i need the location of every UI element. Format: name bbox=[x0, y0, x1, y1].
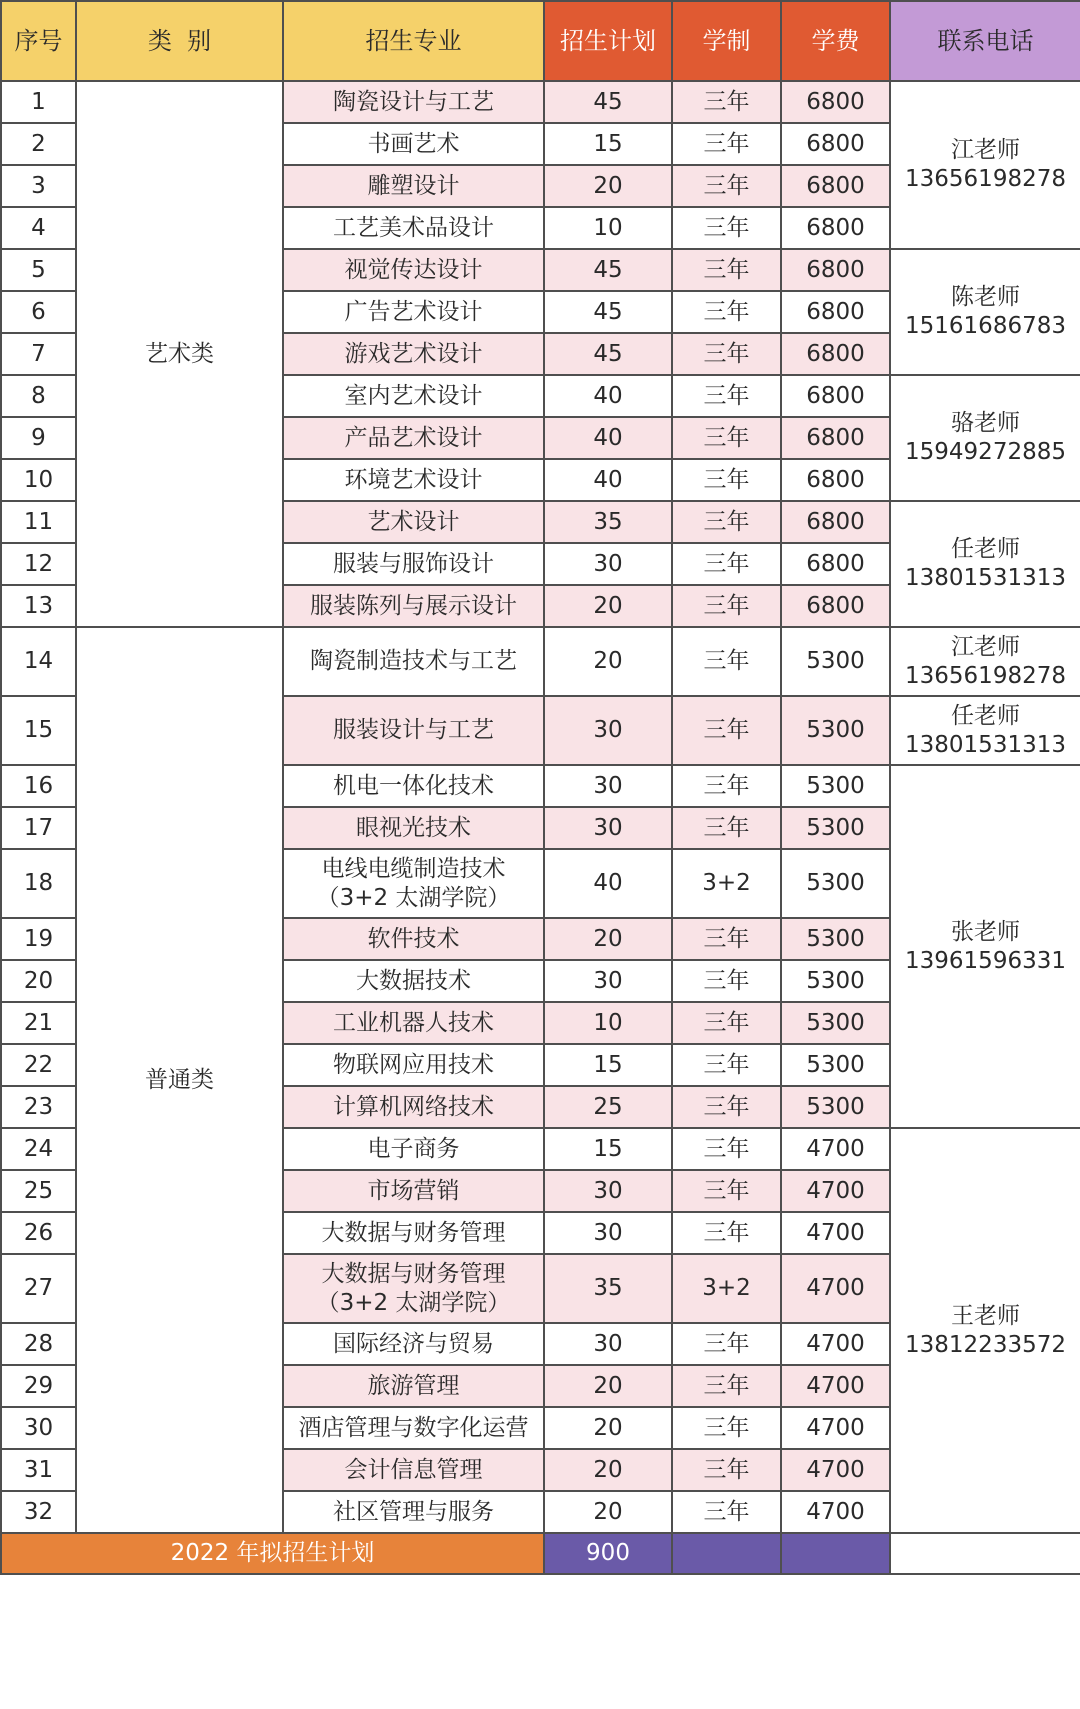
row-index: 26 bbox=[1, 1212, 76, 1254]
row-index: 17 bbox=[1, 807, 76, 849]
study-duration: 三年 bbox=[672, 543, 781, 585]
study-duration: 三年 bbox=[672, 1086, 781, 1128]
study-duration: 三年 bbox=[672, 333, 781, 375]
tuition-fee: 6800 bbox=[781, 375, 890, 417]
tuition-fee: 6800 bbox=[781, 207, 890, 249]
major-name: 电线电缆制造技术 （3+2 太湖学院） bbox=[283, 849, 544, 918]
study-duration: 三年 bbox=[672, 123, 781, 165]
study-duration: 三年 bbox=[672, 585, 781, 627]
major-name: 工业机器人技术 bbox=[283, 1002, 544, 1044]
study-duration: 三年 bbox=[672, 1323, 781, 1365]
row-index: 13 bbox=[1, 585, 76, 627]
row-index: 9 bbox=[1, 417, 76, 459]
contact-cell: 陈老师 15161686783 bbox=[890, 249, 1080, 375]
enroll-plan: 20 bbox=[544, 1491, 672, 1533]
major-name: 社区管理与服务 bbox=[283, 1491, 544, 1533]
study-duration: 三年 bbox=[672, 1170, 781, 1212]
study-duration: 三年 bbox=[672, 627, 781, 696]
enroll-plan: 40 bbox=[544, 459, 672, 501]
study-duration: 三年 bbox=[672, 1365, 781, 1407]
major-name: 软件技术 bbox=[283, 918, 544, 960]
row-index: 15 bbox=[1, 696, 76, 765]
major-name: 服装设计与工艺 bbox=[283, 696, 544, 765]
study-duration: 三年 bbox=[672, 459, 781, 501]
header-index: 序号 bbox=[1, 1, 76, 81]
contact-cell: 任老师 13801531313 bbox=[890, 501, 1080, 627]
row-index: 6 bbox=[1, 291, 76, 333]
enroll-plan: 45 bbox=[544, 291, 672, 333]
enroll-plan: 20 bbox=[544, 1365, 672, 1407]
major-name: 大数据与财务管理 bbox=[283, 1212, 544, 1254]
enroll-plan: 15 bbox=[544, 123, 672, 165]
row-index: 30 bbox=[1, 1407, 76, 1449]
row-index: 7 bbox=[1, 333, 76, 375]
tuition-fee: 4700 bbox=[781, 1407, 890, 1449]
row-index: 27 bbox=[1, 1254, 76, 1323]
header-category: 类 别 bbox=[76, 1, 283, 81]
major-name: 服装陈列与展示设计 bbox=[283, 585, 544, 627]
major-name: 室内艺术设计 bbox=[283, 375, 544, 417]
enroll-plan: 30 bbox=[544, 1323, 672, 1365]
enroll-plan: 40 bbox=[544, 849, 672, 918]
table-row bbox=[1, 81, 1080, 123]
enroll-plan: 35 bbox=[544, 501, 672, 543]
tuition-fee: 5300 bbox=[781, 1086, 890, 1128]
study-duration: 三年 bbox=[672, 1449, 781, 1491]
row-index: 1 bbox=[1, 81, 76, 123]
enroll-plan: 40 bbox=[544, 375, 672, 417]
row-index: 21 bbox=[1, 1002, 76, 1044]
major-name: 书画艺术 bbox=[283, 123, 544, 165]
enroll-plan: 15 bbox=[544, 1044, 672, 1086]
major-name: 陶瓷设计与工艺 bbox=[283, 81, 544, 123]
enroll-plan: 30 bbox=[544, 1170, 672, 1212]
tuition-fee: 5300 bbox=[781, 918, 890, 960]
major-name: 服装与服饰设计 bbox=[283, 543, 544, 585]
enroll-plan: 45 bbox=[544, 249, 672, 291]
tuition-fee: 6800 bbox=[781, 585, 890, 627]
header-major: 招生专业 bbox=[283, 1, 544, 81]
tuition-fee: 6800 bbox=[781, 123, 890, 165]
major-name: 市场营销 bbox=[283, 1170, 544, 1212]
row-index: 8 bbox=[1, 375, 76, 417]
footer-blank-contact bbox=[890, 1533, 1080, 1574]
study-duration: 三年 bbox=[672, 807, 781, 849]
contact-cell: 江老师 13656198278 bbox=[890, 81, 1080, 249]
major-name: 机电一体化技术 bbox=[283, 765, 544, 807]
enroll-plan: 20 bbox=[544, 627, 672, 696]
study-duration: 三年 bbox=[672, 1128, 781, 1170]
major-name: 电子商务 bbox=[283, 1128, 544, 1170]
study-duration: 三年 bbox=[672, 1491, 781, 1533]
major-name: 国际经济与贸易 bbox=[283, 1323, 544, 1365]
tuition-fee: 6800 bbox=[781, 291, 890, 333]
enroll-plan: 45 bbox=[544, 333, 672, 375]
row-index: 23 bbox=[1, 1086, 76, 1128]
contact-cell: 江老师 13656198278 bbox=[890, 627, 1080, 696]
tuition-fee: 5300 bbox=[781, 696, 890, 765]
tuition-fee: 6800 bbox=[781, 543, 890, 585]
study-duration: 三年 bbox=[672, 918, 781, 960]
study-duration: 三年 bbox=[672, 960, 781, 1002]
row-index: 32 bbox=[1, 1491, 76, 1533]
header-row bbox=[1, 1, 1080, 81]
tuition-fee: 4700 bbox=[781, 1365, 890, 1407]
enroll-plan: 15 bbox=[544, 1128, 672, 1170]
tuition-fee: 5300 bbox=[781, 960, 890, 1002]
tuition-fee: 5300 bbox=[781, 627, 890, 696]
contact-cell: 王老师 13812233572 bbox=[890, 1128, 1080, 1533]
tuition-fee: 6800 bbox=[781, 417, 890, 459]
header-contact: 联系电话 bbox=[890, 1, 1080, 81]
study-duration: 3+2 bbox=[672, 1254, 781, 1323]
category-cell: 艺术类 bbox=[76, 81, 283, 627]
enroll-plan: 20 bbox=[544, 918, 672, 960]
enroll-plan: 45 bbox=[544, 81, 672, 123]
major-name: 广告艺术设计 bbox=[283, 291, 544, 333]
tuition-fee: 5300 bbox=[781, 849, 890, 918]
study-duration: 三年 bbox=[672, 207, 781, 249]
major-name: 雕塑设计 bbox=[283, 165, 544, 207]
study-duration: 三年 bbox=[672, 1212, 781, 1254]
enroll-plan: 35 bbox=[544, 1254, 672, 1323]
row-index: 10 bbox=[1, 459, 76, 501]
tuition-fee: 6800 bbox=[781, 459, 890, 501]
study-duration: 三年 bbox=[672, 501, 781, 543]
study-duration: 三年 bbox=[672, 765, 781, 807]
tuition-fee: 6800 bbox=[781, 501, 890, 543]
table-row bbox=[1, 627, 1080, 696]
footer-label: 2022 年拟招生计划 bbox=[1, 1533, 544, 1574]
tuition-fee: 4700 bbox=[781, 1449, 890, 1491]
row-index: 25 bbox=[1, 1170, 76, 1212]
major-name: 会计信息管理 bbox=[283, 1449, 544, 1491]
enroll-plan: 20 bbox=[544, 165, 672, 207]
tuition-fee: 4700 bbox=[781, 1491, 890, 1533]
major-name: 酒店管理与数字化运营 bbox=[283, 1407, 544, 1449]
contact-cell: 任老师 13801531313 bbox=[890, 696, 1080, 765]
tuition-fee: 4700 bbox=[781, 1170, 890, 1212]
tuition-fee: 4700 bbox=[781, 1254, 890, 1323]
row-index: 22 bbox=[1, 1044, 76, 1086]
row-index: 31 bbox=[1, 1449, 76, 1491]
enroll-plan: 10 bbox=[544, 207, 672, 249]
tuition-fee: 5300 bbox=[781, 807, 890, 849]
study-duration: 三年 bbox=[672, 1407, 781, 1449]
contact-cell: 骆老师 15949272885 bbox=[890, 375, 1080, 501]
header-plan: 招生计划 bbox=[544, 1, 672, 81]
enroll-plan: 20 bbox=[544, 1449, 672, 1491]
study-duration: 三年 bbox=[672, 291, 781, 333]
major-name: 艺术设计 bbox=[283, 501, 544, 543]
study-duration: 三年 bbox=[672, 81, 781, 123]
enroll-plan: 30 bbox=[544, 765, 672, 807]
major-name: 物联网应用技术 bbox=[283, 1044, 544, 1086]
row-index: 11 bbox=[1, 501, 76, 543]
row-index: 29 bbox=[1, 1365, 76, 1407]
enroll-plan: 30 bbox=[544, 960, 672, 1002]
enroll-plan: 20 bbox=[544, 585, 672, 627]
row-index: 28 bbox=[1, 1323, 76, 1365]
row-index: 2 bbox=[1, 123, 76, 165]
major-name: 视觉传达设计 bbox=[283, 249, 544, 291]
row-index: 24 bbox=[1, 1128, 76, 1170]
tuition-fee: 6800 bbox=[781, 81, 890, 123]
major-name: 环境艺术设计 bbox=[283, 459, 544, 501]
tuition-fee: 4700 bbox=[781, 1128, 890, 1170]
header-duration: 学制 bbox=[672, 1, 781, 81]
footer-total: 900 bbox=[544, 1533, 672, 1574]
study-duration: 3+2 bbox=[672, 849, 781, 918]
major-name: 眼视光技术 bbox=[283, 807, 544, 849]
major-name: 陶瓷制造技术与工艺 bbox=[283, 627, 544, 696]
tuition-fee: 6800 bbox=[781, 165, 890, 207]
tuition-fee: 4700 bbox=[781, 1323, 890, 1365]
major-name: 计算机网络技术 bbox=[283, 1086, 544, 1128]
study-duration: 三年 bbox=[672, 1002, 781, 1044]
enroll-plan: 30 bbox=[544, 543, 672, 585]
enroll-plan: 30 bbox=[544, 807, 672, 849]
row-index: 19 bbox=[1, 918, 76, 960]
enroll-plan: 30 bbox=[544, 696, 672, 765]
study-duration: 三年 bbox=[672, 417, 781, 459]
tuition-fee: 6800 bbox=[781, 333, 890, 375]
row-index: 12 bbox=[1, 543, 76, 585]
study-duration: 三年 bbox=[672, 375, 781, 417]
major-name: 大数据技术 bbox=[283, 960, 544, 1002]
enroll-plan: 30 bbox=[544, 1212, 672, 1254]
enroll-plan: 10 bbox=[544, 1002, 672, 1044]
study-duration: 三年 bbox=[672, 696, 781, 765]
major-name: 工艺美术品设计 bbox=[283, 207, 544, 249]
tuition-fee: 5300 bbox=[781, 1044, 890, 1086]
header-fee: 学费 bbox=[781, 1, 890, 81]
category-cell: 普通类 bbox=[76, 627, 283, 1533]
tuition-fee: 6800 bbox=[781, 249, 890, 291]
enroll-plan: 40 bbox=[544, 417, 672, 459]
tuition-fee: 4700 bbox=[781, 1212, 890, 1254]
study-duration: 三年 bbox=[672, 249, 781, 291]
row-index: 14 bbox=[1, 627, 76, 696]
tuition-fee: 5300 bbox=[781, 1002, 890, 1044]
row-index: 5 bbox=[1, 249, 76, 291]
footer-row bbox=[1, 1533, 1080, 1574]
major-name: 产品艺术设计 bbox=[283, 417, 544, 459]
major-name: 大数据与财务管理 （3+2 太湖学院） bbox=[283, 1254, 544, 1323]
major-name: 旅游管理 bbox=[283, 1365, 544, 1407]
row-index: 3 bbox=[1, 165, 76, 207]
row-index: 4 bbox=[1, 207, 76, 249]
enroll-plan: 25 bbox=[544, 1086, 672, 1128]
row-index: 16 bbox=[1, 765, 76, 807]
enroll-plan: 20 bbox=[544, 1407, 672, 1449]
study-duration: 三年 bbox=[672, 165, 781, 207]
study-duration: 三年 bbox=[672, 1044, 781, 1086]
row-index: 20 bbox=[1, 960, 76, 1002]
major-name: 游戏艺术设计 bbox=[283, 333, 544, 375]
contact-cell: 张老师 13961596331 bbox=[890, 765, 1080, 1128]
row-index: 18 bbox=[1, 849, 76, 918]
footer-blank-duration bbox=[672, 1533, 781, 1574]
footer-blank-fee bbox=[781, 1533, 890, 1574]
tuition-fee: 5300 bbox=[781, 765, 890, 807]
